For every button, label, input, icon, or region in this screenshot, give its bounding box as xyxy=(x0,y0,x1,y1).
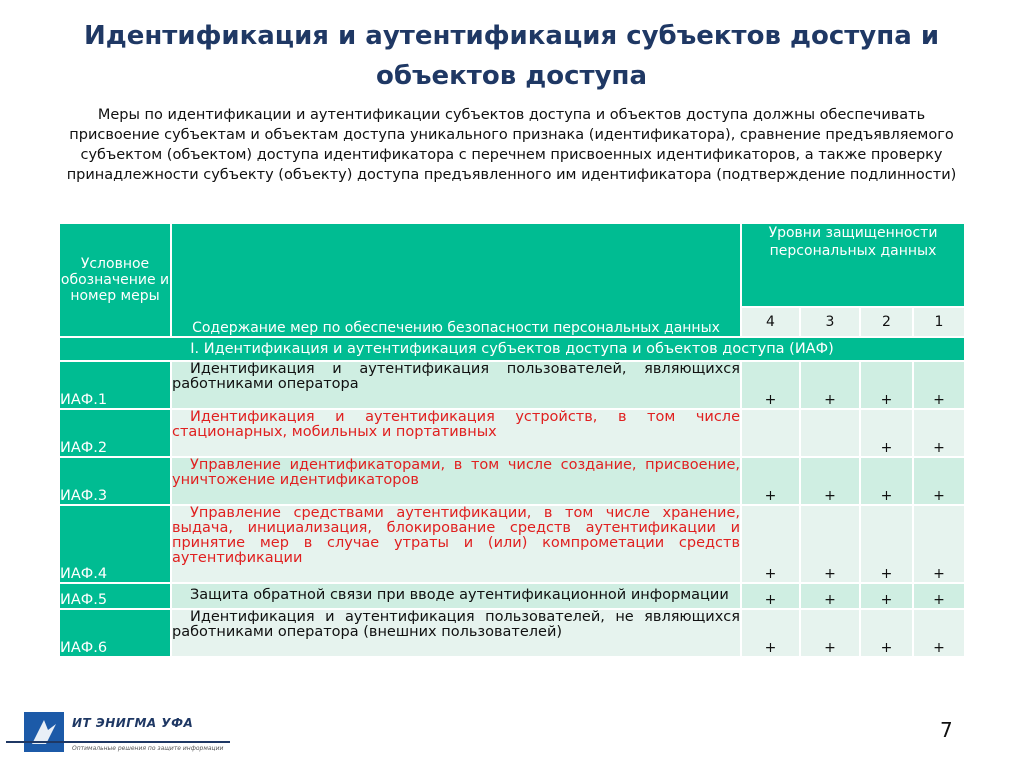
table-row xyxy=(59,583,965,609)
mark-level-2: + xyxy=(860,583,913,609)
level-2: 2 xyxy=(860,307,913,337)
measure-text: Управление средствами аутентификации, в том числе хранение, выдача, инициализация, блокирование средств аутентификации и принятие мер в случае утраты и (или) компрометации средств аутентификации xyxy=(171,505,741,583)
mark-level-3 xyxy=(800,409,860,457)
measure-code: ИАФ.3 xyxy=(59,457,171,505)
mark-level-4: + xyxy=(741,457,800,505)
mark-level-2: + xyxy=(860,409,913,457)
mark-level-3: + xyxy=(800,361,860,409)
header-content: Содержание мер по обеспечению безопасности персональных данных xyxy=(171,223,741,337)
measure-code: ИАФ.1 xyxy=(59,361,171,409)
level-1: 1 xyxy=(913,307,965,337)
measure-code: ИАФ.6 xyxy=(59,609,171,657)
mark-level-2: + xyxy=(860,361,913,409)
logo-tagline: Оптимальные решения по защите информации xyxy=(72,745,224,752)
mark-level-3: + xyxy=(800,609,860,657)
mark-level-4 xyxy=(741,409,800,457)
measure-code: ИАФ.5 xyxy=(59,583,171,609)
measure-code: ИАФ.4 xyxy=(59,505,171,583)
mark-level-1: + xyxy=(913,409,965,457)
mark-level-2: + xyxy=(860,457,913,505)
mark-level-3: + xyxy=(800,583,860,609)
section-title: I. Идентификация и аутентификация субъектов доступа и объектов доступа (ИАФ) xyxy=(59,337,965,361)
table-row xyxy=(59,505,965,583)
mark-level-3: + xyxy=(800,457,860,505)
mark-level-4: + xyxy=(741,361,800,409)
logo-name: ИТ ЭНИГМА УФА xyxy=(72,716,194,730)
logo-divider xyxy=(6,741,230,743)
mark-level-3: + xyxy=(800,505,860,583)
mark-level-1: + xyxy=(913,583,965,609)
intro-paragraph: Меры по идентификации и аутентификации субъектов доступа и объектов доступа должны обеспечивать присвоение субъектам и объектам доступа уникального признака (идентификатора), сравнение предъявляемого субъектом (объектом) доступа идентификатора с перечнем присвоенных идентификаторов, а также проверку принадлежности субъекту (объекту) доступа предъявленного им идентификатора (подтверждение подлинности) xyxy=(66,107,957,183)
table-row xyxy=(59,609,965,657)
measure-text: Идентификация и аутентификация пользователей, не являющихся работниками оператора (внешних пользователей) xyxy=(171,609,741,657)
mark-level-2: + xyxy=(860,609,913,657)
company-logo xyxy=(6,712,230,758)
measures-table xyxy=(58,222,966,658)
mark-level-2: + xyxy=(860,505,913,583)
measure-text: Управление идентификаторами, в том числе создание, присвоение, уничтожение идентификаторов xyxy=(171,457,741,505)
table-row xyxy=(59,409,965,457)
measure-text: Защита обратной связи при вводе аутентификационной информации xyxy=(171,583,741,609)
level-4: 4 xyxy=(741,307,800,337)
mark-level-4: + xyxy=(741,583,800,609)
logo-emblem-icon xyxy=(24,712,64,752)
table-row xyxy=(59,361,965,409)
header-levels: Уровни защищенности персональных данных xyxy=(741,223,965,307)
mark-level-4: + xyxy=(741,505,800,583)
measure-code: ИАФ.2 xyxy=(59,409,171,457)
mark-level-1: + xyxy=(913,609,965,657)
measure-text: Идентификация и аутентификация устройств, в том числе стационарных, мобильных и портативных xyxy=(171,409,741,457)
level-3: 3 xyxy=(800,307,860,337)
mark-level-1: + xyxy=(913,361,965,409)
page-title: Идентификация и аутентификация субъектов доступа и объектов доступа xyxy=(83,21,940,91)
mark-level-1: + xyxy=(913,457,965,505)
measure-text: Идентификация и аутентификация пользователей, являющихся работниками оператора xyxy=(171,361,741,409)
mark-level-4: + xyxy=(741,609,800,657)
page-number: 7 xyxy=(940,718,953,742)
table-row xyxy=(59,457,965,505)
header-code: Условное обозначение и номер меры xyxy=(59,223,171,337)
mark-level-1: + xyxy=(913,505,965,583)
